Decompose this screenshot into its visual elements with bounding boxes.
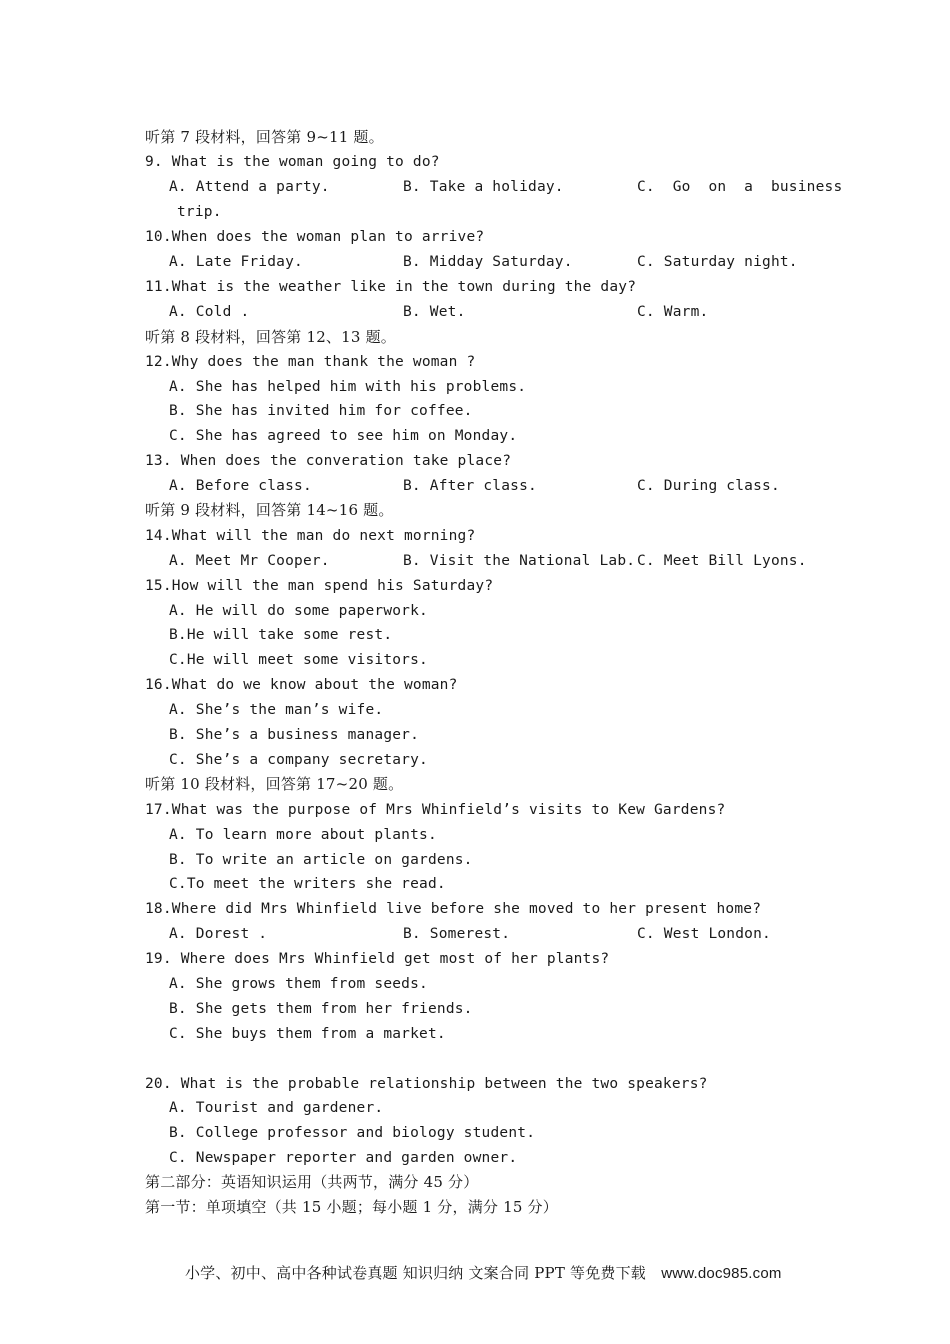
option-12c: C. She has agreed to see him on Monday. <box>169 428 518 444</box>
section-heading: 听第 8 段材料，回答第 12、13 题。 <box>145 328 396 346</box>
option-9b: B. Take a holiday. <box>403 179 564 195</box>
option-14a: A. Meet Mr Cooper. <box>169 553 330 569</box>
option-16a: A. She’s the man’s wife. <box>169 702 384 718</box>
part-heading: 第二部分：英语知识运用（共两节，满分 45 分） <box>145 1173 479 1191</box>
option-9c: C. Go on a business <box>637 179 843 195</box>
section-heading: 听第 10 段材料，回答第 17~20 题。 <box>145 775 404 793</box>
section-heading: 听第 9 段材料，回答第 14~16 题。 <box>145 501 394 519</box>
option-19a: A. She grows them from seeds. <box>169 976 428 992</box>
option-15a: A. He will do some paperwork. <box>169 603 428 619</box>
option-12a: A. She has helped him with his problems. <box>169 379 527 395</box>
option-16c: C. She’s a company secretary. <box>169 752 428 768</box>
option-18b: B. Somerest. <box>403 926 511 942</box>
option-12b: B. She has invited him for coffee. <box>169 403 473 419</box>
option-19b: B. She gets them from her friends. <box>169 1001 473 1017</box>
question-9: 9. What is the woman going to do? <box>145 154 440 170</box>
option-11b: B. Wet. <box>403 304 466 320</box>
option-14b: B. Visit the National Lab. <box>403 553 636 569</box>
option-15c: C.He will meet some visitors. <box>169 652 428 668</box>
option-10c: C. Saturday night. <box>637 254 798 270</box>
question-11: 11.What is the weather like in the town during the day? <box>145 279 637 295</box>
option-17a: A. To learn more about plants. <box>169 827 437 843</box>
option-13a: A. Before class. <box>169 478 312 494</box>
question-14: 14.What will the man do next morning? <box>145 528 476 544</box>
question-13: 13. When does the converation take place? <box>145 453 512 469</box>
option-15b: B.He will take some rest. <box>169 627 393 643</box>
question-16: 16.What do we know about the woman? <box>145 677 458 693</box>
option-16b: B. She’s a business manager. <box>169 727 420 743</box>
option-11a: A. Cold . <box>169 304 250 320</box>
question-12: 12.Why does the man thank the woman ? <box>145 354 476 370</box>
page-footer <box>175 1246 782 1283</box>
option-20a: A. Tourist and gardener. <box>169 1100 384 1116</box>
option-10b: B. Midday Saturday. <box>403 254 573 270</box>
option-9a: A. Attend a party. <box>169 179 330 195</box>
section-heading: 第一节：单项填空（共 15 小题；每小题 1 分，满分 15 分） <box>145 1198 558 1216</box>
footer-link[interactable]: www.doc985.com <box>661 1265 782 1282</box>
question-19: 19. Where does Mrs Whinfield get most of her plants? <box>145 951 610 967</box>
option-13c: C. During class. <box>637 478 780 494</box>
option-10a: A. Late Friday. <box>169 254 303 270</box>
option-18c: C. West London. <box>637 926 771 942</box>
option-20b: B. College professor and biology student. <box>169 1125 536 1141</box>
option-17c: C.To meet the writers she read. <box>169 876 446 892</box>
option-20c: C. Newspaper reporter and garden owner. <box>169 1150 518 1166</box>
question-15: 15.How will the man spend his Saturday? <box>145 578 494 594</box>
option-14c: C. Meet Bill Lyons. <box>637 553 807 569</box>
option-13b: B. After class. <box>403 478 537 494</box>
option-19c: C. She buys them from a market. <box>169 1026 446 1042</box>
question-20: 20. What is the probable relationship between the two speakers? <box>145 1076 708 1092</box>
option-18a: A. Dorest . <box>169 926 268 942</box>
question-17: 17.What was the purpose of Mrs Whinfield’s visits to Kew Gardens? <box>145 802 726 818</box>
footer-text: 小学、初中、高中各种试卷真题 知识归纳 文案合同 PPT 等免费下载 <box>184 1264 647 1282</box>
section-heading: 听第 7 段材料，回答第 9~11 题。 <box>145 128 384 146</box>
option-11c: C. Warm. <box>637 304 709 320</box>
option-9c-cont: trip. <box>177 204 222 220</box>
question-18: 18.Where did Mrs Whinfield live before she moved to her present home? <box>145 901 762 917</box>
option-17b: B. To write an article on gardens. <box>169 852 473 868</box>
question-10: 10.When does the woman plan to arrive? <box>145 229 485 245</box>
